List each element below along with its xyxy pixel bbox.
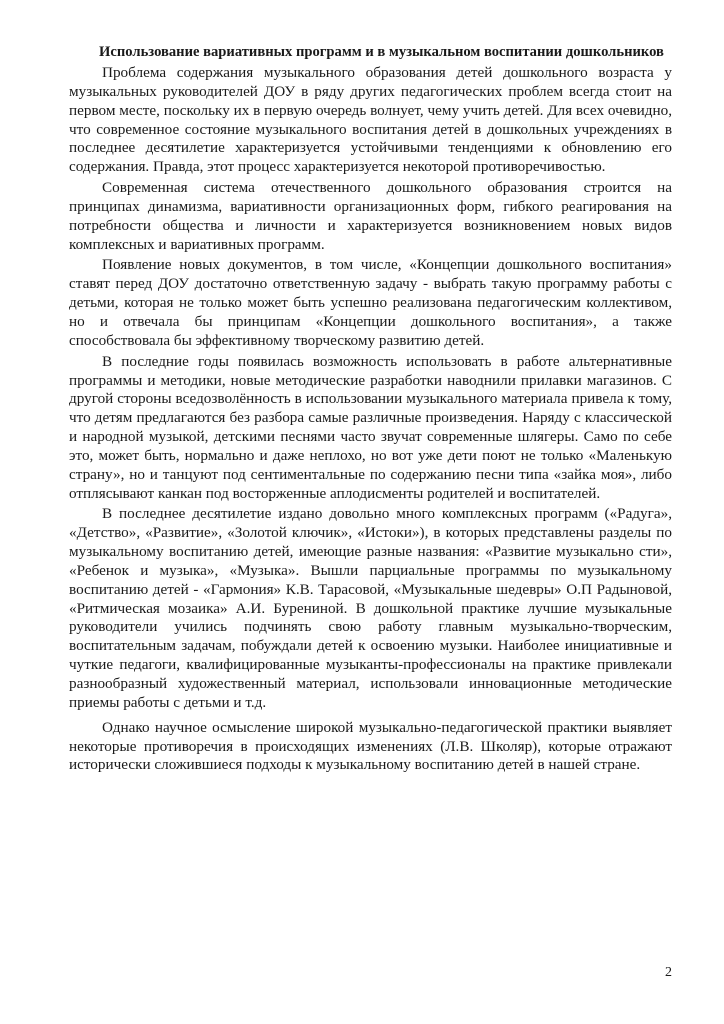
paragraph-3: Появление новых документов, в том числе, «Концепции дошкольного воспитания» ставят перед ДОУ достаточно ответственную задачу - выбрать такую программу работы с детьми, которая не только может быть успешно реализована педагогическим коллективом, но и отвечала бы принципам «Концепции дошкольного воспитания», а также способствовала бы эффективному творческому развитию детей. — [69, 256, 672, 349]
page-number: 2 — [665, 965, 672, 980]
paragraph-4: В последние годы появилась возможность использовать в работе альтернативные программы и методики, новые методические разработки наводнили прилавки магазинов. С другой стороны вседозволённость в использовании музыкального материала привела к тому, что детям предлагаются без разбора самые различные произведения. Наряду с классической и народной музыкой, детскими песнями часто звучат современные шлягеры. Само по себе это, может быть, нормально и даже неплохо, но вот уже дети поют не только «Маленькую страну», но и танцуют под сентиментальные по содержанию песни типа «зайка моя», либо отплясывают канкан под восторженные аплодисменты родителей и воспитателей. — [69, 352, 672, 502]
paragraph-5: В последнее десятилетие издано довольно много комплексных программ («Радуга», «Детство», «Развитие», «Золотой ключик», «Истоки»), в которых представлены разделы по музыкальному воспитанию детей, имеющие разные названия: «Развитие музыкально сти», «Ребенок и музыка», «Музыка». Вышли парциальные программы по музыкальному воспитанию детей - «Гармония» К.В. Тарасовой, «Музыкальные шедевры» О.П Радыновой, «Ритмическая мозаика» А.И. Бурениной. В дошкольной практике лучшие музыкальные руководители учились подчинять свою работу главным музыкально-творческим, воспитательным задачам, побуждали детей к освоению музыки. Наиболее инициативные и чуткие педагоги, квалифицированные музыканты-профессионалы на практике привлекали разнообразный художественный материал, использовали инновационные методические приемы работы с детьми и т.д. — [69, 505, 672, 711]
paragraph-1: Проблема содержания музыкального образования детей дошкольного возраста у музыкальных руководителей ДОУ в ряду других педагогических проблем всегда стоит на первом месте, поскольку их в первую очередь волнует, чему учить детей. Для всех очевидно, что современное состояние музыкального воспитания детей в дошкольных учреждениях в последнее десятилетие характеризуется устойчивыми тенденциями к обновлению его содержания. Правда, этот процесс характеризуется некоторой противоречивостью. — [69, 64, 672, 176]
document-title: Использование вариативных программ и в музыкальном воспитании дошкольников — [99, 44, 664, 60]
document-page — [69, 44, 672, 777]
paragraph-2: Современная система отечественного дошкольного образования строится на принципах динамизма, вариативности организационных форм, гибкого реагирования на потребности общества и личности и характеризуется возникновением новых видов комплексных и вариативных программ. — [69, 179, 672, 253]
paragraph-6: Однако научное осмысление широкой музыкально-педагогической практики выявляет некоторые противоречия в происходящих изменениях (Л.В. Школяр), которые отражают исторически сложившиеся подходы к музыкальному воспитанию детей в нашей стране. — [69, 718, 672, 774]
